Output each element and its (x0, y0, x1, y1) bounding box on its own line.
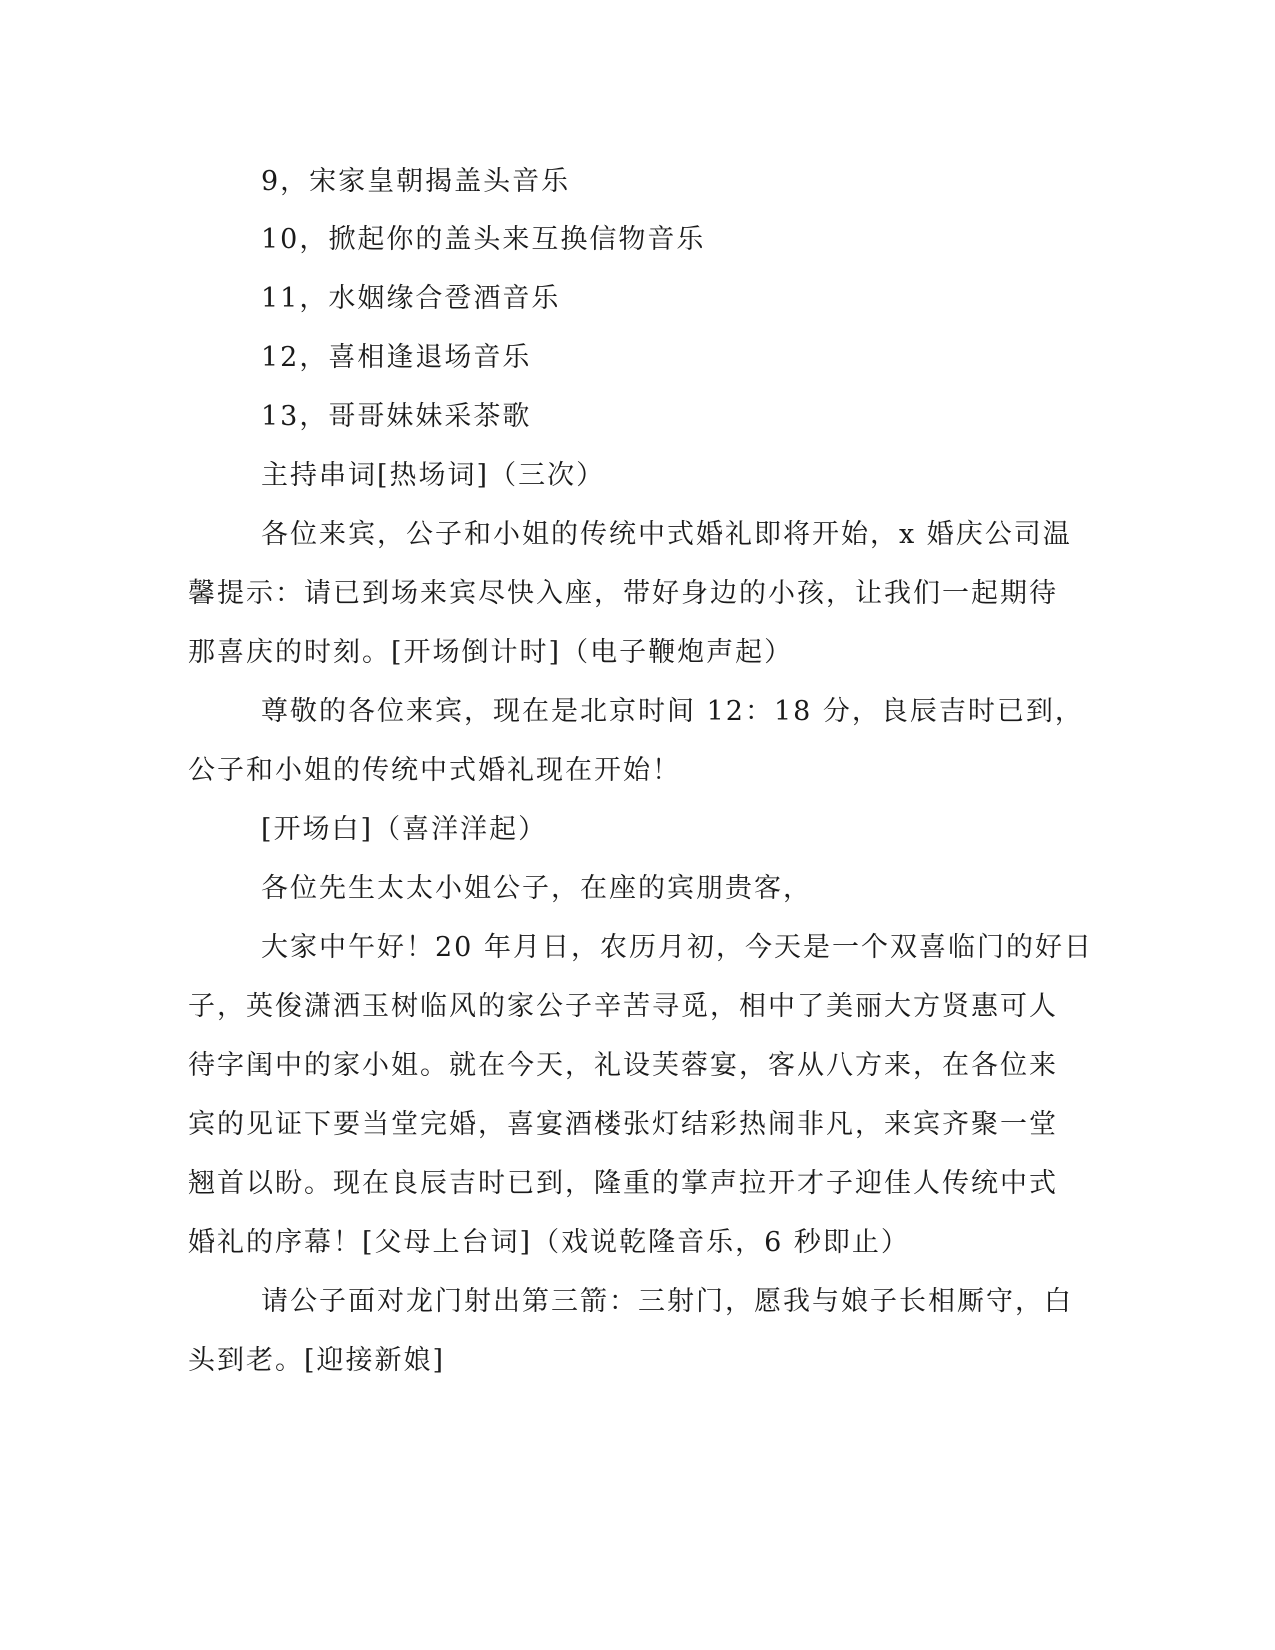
paragraph-line: 宾的见证下要当堂完婚，喜宴酒楼张灯结彩热闹非凡，来宾齐聚一堂 (188, 1109, 1058, 1140)
paragraph-line: 馨提示：请已到场来宾尽快入座，带好身边的小孩，让我们一起期待 (188, 578, 1058, 609)
paragraph-line: 公子和小姐的传统中式婚礼现在开始！ (188, 755, 681, 786)
paragraph-line: 尊敬的各位来宾，现在是北京时间 12：18 分，良辰吉时已到， (261, 696, 1084, 727)
paragraph-line: 各位来宾，公子和小姐的传统中式婚礼即将开始，x 婚庆公司温 (261, 519, 1072, 550)
paragraph-line: 大家中午好！20 年月日，农历月初，今天是一个双喜临门的好日 (261, 932, 1093, 963)
paragraph-line: 请公子面对龙门射出第三箭：三射门，愿我与娘子长相厮守，白 (261, 1286, 1073, 1317)
music-item-10: 10，掀起你的盖头来互换信物音乐 (261, 224, 706, 255)
music-item-13: 13，哥哥妹妹采茶歌 (261, 401, 532, 432)
paragraph-line: 子，英俊潇洒玉树临风的家公子辛苦寻觅，相中了美丽大方贤惠可人 (188, 991, 1058, 1022)
section-heading-warmup: 主持串词[热场词]（三次） (261, 460, 606, 491)
paragraph-line: 翘首以盼。现在良辰吉时已到，隆重的掌声拉开才子迎佳人传统中式 (188, 1168, 1058, 1199)
paragraph-line: 婚礼的序幕！[父母上台词]（戏说乾隆音乐，6 秒即止） (188, 1227, 910, 1258)
paragraph-line: 头到老。[迎接新娘] (188, 1345, 446, 1376)
section-heading-opening: [开场白]（喜洋洋起） (261, 814, 548, 845)
music-item-12: 12，喜相逢退场音乐 (261, 342, 532, 373)
paragraph-line: 待字闺中的家小姐。就在今天，礼设芙蓉宴，客从八方来，在各位来 (188, 1050, 1058, 1081)
paragraph-line: 那喜庆的时刻。[开场倒计时]（电子鞭炮声起） (188, 637, 794, 668)
music-item-11: 11，水姻缘合卺酒音乐 (261, 283, 561, 314)
music-item-9: 9，宋家皇朝揭盖头音乐 (261, 166, 571, 197)
paragraph-line: 各位先生太太小姐公子，在座的宾朋贵客， (261, 873, 812, 904)
